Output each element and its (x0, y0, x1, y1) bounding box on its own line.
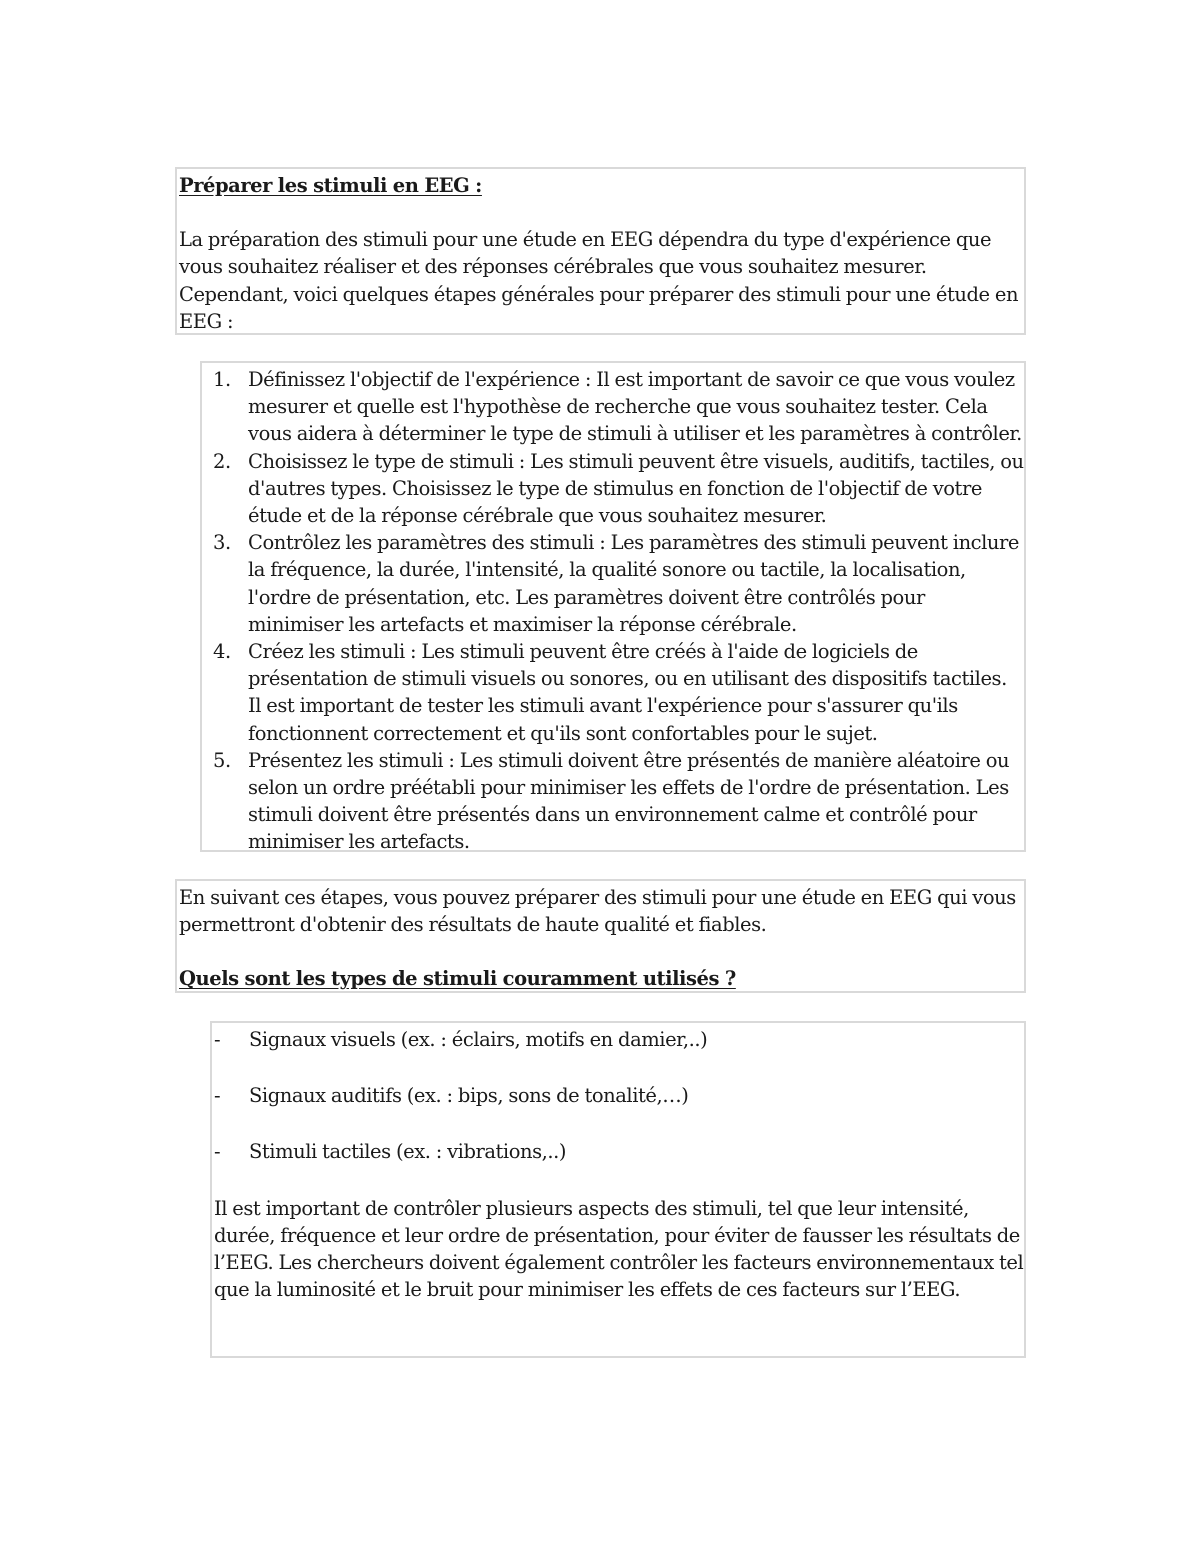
step-number: 3. (213, 531, 231, 555)
step-text: Créez les stimuli : Les stimuli peuvent être créés à l'aide de logiciels de présentation de stimuli visuels ou sonores, ou en utilisant des dispositifs tactiles. Il est important de tester les stimuli avant l'expérience pour s'assurer qu'ils fonctionnent correctement et qu'ils sont confortables pour le sujet. (248, 640, 1007, 745)
step-text: Définissez l'objectif de l'expérience : Il est important de savoir ce que vous voulez mesurer et quelle est l'hypothèse de recherche que vous souhaitez tester. Cela vous aidera à déterminer le type de stimuli à utiliser et les paramètres à contrôler. (248, 368, 1022, 446)
step-item (202, 529, 1024, 638)
step-text: Contrôlez les paramètres des stimuli : Les paramètres des stimuli peuvent inclure la fréquence, la durée, l'intensité, la qualité sonore ou tactile, la localisation, l'ordre de présentation, etc. Les paramètres doivent être contrôlés pour minimiser les artefacts et maximiser la réponse cérébrale. (248, 531, 1020, 636)
stimuli-types-section (210, 1021, 1026, 1358)
step-number: 4. (213, 640, 231, 664)
list-item (214, 1026, 1024, 1053)
dash-bullet: - (214, 1140, 221, 1164)
step-item (202, 747, 1024, 856)
list-item (214, 1082, 1024, 1109)
list-item-text: Stimuli tactiles (ex. : vibrations,..) (249, 1140, 567, 1164)
section-heading-preparer: Préparer les stimuli en EEG : (179, 174, 482, 197)
step-item (202, 638, 1024, 747)
list-item (214, 1138, 1024, 1165)
closing-paragraph: Il est important de contrôler plusieurs aspects des stimuli, tel que leur intensité, durée, fréquence et leur ordre de présentation, pour éviter de fausser les résultats de l’EEG. Les chercheurs doivent également contrôler les facteurs environnementaux tel que la luminosité et le bruit pour minimiser les effets de ces facteurs sur l’EEG. (214, 1196, 1024, 1302)
step-number: 1. (213, 368, 231, 391)
conclusion-section (175, 879, 1026, 993)
intro-paragraph: La préparation des stimuli pour une étude en EEG dépendra du type d'expérience que vous souhaitez réaliser et des réponses cérébrales que vous souhaitez mesurer. Cependant, voici quelques étapes générales pour préparer des stimuli pour une étude en EEG : (179, 228, 1019, 333)
list-item-text: Signaux visuels (ex. : éclairs, motifs en damier,..) (249, 1028, 708, 1051)
step-item (202, 366, 1024, 448)
section-heading-types: Quels sont les types de stimuli couramment utilisés ? (179, 967, 736, 991)
spacer (179, 199, 1024, 226)
conclusion-paragraph: En suivant ces étapes, vous pouvez préparer des stimuli pour une étude en EEG qui vous permettront d'obtenir des résultats de haute qualité et fiables. (179, 886, 1016, 937)
list-item-text: Signaux auditifs (ex. : bips, sons de tonalité,…) (249, 1084, 689, 1108)
step-number: 2. (213, 449, 231, 473)
step-text: Choisissez le type de stimuli : Les stimuli peuvent être visuels, auditifs, tactiles, ou d'autres types. Choisissez le type de stimulus en fonction de l'objectif de votre étude et de la réponse cérébrale que vous souhaitez mesurer. (248, 449, 1024, 528)
step-number: 5. (213, 748, 231, 772)
dash-bullet: - (214, 1084, 221, 1108)
steps-list (202, 366, 1024, 856)
step-text: Présentez les stimuli : Les stimuli doivent être présentés de manière aléatoire ou selon un ordre préétabli pour minimiser les effets de l'ordre de présentation. Les stimuli doivent être présentés dans un environnement calme et contrôlé pour minimiser les artefacts. (248, 748, 1010, 854)
dash-bullet: - (214, 1028, 221, 1051)
step-item (202, 448, 1024, 530)
steps-section (200, 361, 1026, 852)
intro-section (175, 167, 1026, 335)
spacer (179, 938, 1024, 965)
